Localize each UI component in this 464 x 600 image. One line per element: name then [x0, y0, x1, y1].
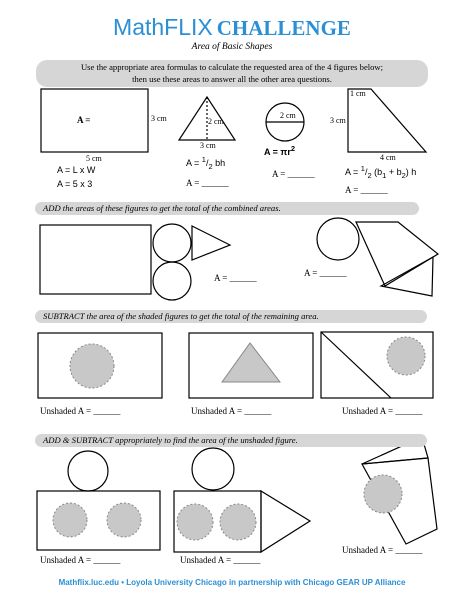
trapezoid-formula: $A = ^1/_2$ $(b_1 + b_2)$ h — [345, 164, 417, 180]
add-circle-right — [317, 218, 359, 260]
trapezoid-height-label: 3 cm — [330, 116, 346, 125]
subtract-instruction-banner: SUBTRACT the area of the shaded figures to get the total of the remaining area. — [35, 310, 427, 323]
add-instruction-banner: ADD the areas of these figures to get the total of the combined areas. — [35, 202, 419, 215]
mixed-shaded-circle-5 — [364, 475, 402, 513]
mixed-circle-top-2 — [192, 448, 234, 490]
triangle-answer: A = ______ — [186, 178, 229, 188]
trapezoid-bottom-label: 4 cm — [380, 153, 396, 162]
footer-credit: Mathflix.luc.edu • Loyola University Chicago in partnership with Chicago GEAR UP Alliance — [58, 578, 406, 587]
mixed-shaded-circle-4 — [220, 504, 256, 540]
mixed-answer-2: Unshaded A = ______ — [180, 555, 261, 565]
mixed-shaded-circle-3 — [177, 504, 213, 540]
add-circle-bottom — [153, 262, 191, 300]
mixed-triangle — [261, 491, 310, 552]
subtract-diagonal — [321, 332, 391, 398]
subtract-answer-2: Unshaded A = ______ — [191, 406, 272, 416]
mixed-instruction-banner: ADD & SUBTRACT appropriately to find the area of the unshaded figure. — [35, 434, 427, 447]
mixed-circle-top — [68, 451, 108, 491]
rectangle-area-label: A = — [77, 115, 91, 125]
intro-line-1: Use the appropriate area formulas to calculate the requested area of the 4 figures below; — [80, 62, 384, 72]
rectangle-height-label: 3 cm — [151, 114, 167, 123]
mixed-answer-3: Unshaded A = ______ — [342, 545, 423, 555]
circle-answer: A = ______ — [272, 169, 315, 179]
trapezoid-top-label: 1 cm — [350, 89, 366, 98]
add-triangle — [192, 226, 230, 260]
circle-formula: $A = \pi r^2$ — [264, 144, 295, 157]
rectangle-formula-1: A = L x W — [57, 165, 96, 175]
rectangle-width-label: 5 cm — [86, 154, 102, 163]
brand-mathflix: MathFLIX — [113, 14, 213, 40]
mixed-shaded-circle-1 — [53, 503, 87, 537]
shaded-triangle — [222, 343, 280, 382]
trapezoid-answer: A = ______ — [345, 185, 388, 195]
add-answer-2: A = ______ — [304, 268, 347, 278]
triangle-height-label: 2 cm — [208, 117, 224, 126]
rectangle-formula-2: A = 5 x 3 — [57, 179, 93, 189]
add-answer-1: A = ______ — [214, 273, 257, 283]
shaded-circle-2 — [387, 337, 425, 375]
page-subtitle: Area of Basic Shapes — [191, 42, 273, 52]
intro-line-2: then use these areas to answer all the other area questions. — [132, 74, 332, 84]
subtract-answer-1: Unshaded A = ______ — [40, 406, 121, 416]
add-rectangle — [40, 225, 151, 294]
rectangle-figure — [41, 89, 148, 152]
mixed-shaded-circle-2 — [107, 503, 141, 537]
brand-challenge: CHALLENGE — [216, 16, 351, 40]
triangle-base-label: 3 cm — [200, 141, 216, 150]
shaded-circle-1 — [70, 344, 114, 388]
add-triangle-lower — [381, 257, 433, 296]
mixed-answer-1: Unshaded A = ______ — [40, 555, 121, 565]
circle-diameter-label: 2 cm — [280, 111, 296, 120]
subtract-answer-3: Unshaded A = ______ — [342, 406, 423, 416]
trapezoid-figure — [348, 89, 426, 152]
add-circle-top — [153, 224, 191, 262]
triangle-formula: $A = ^1/_2$ bh — [186, 155, 226, 171]
